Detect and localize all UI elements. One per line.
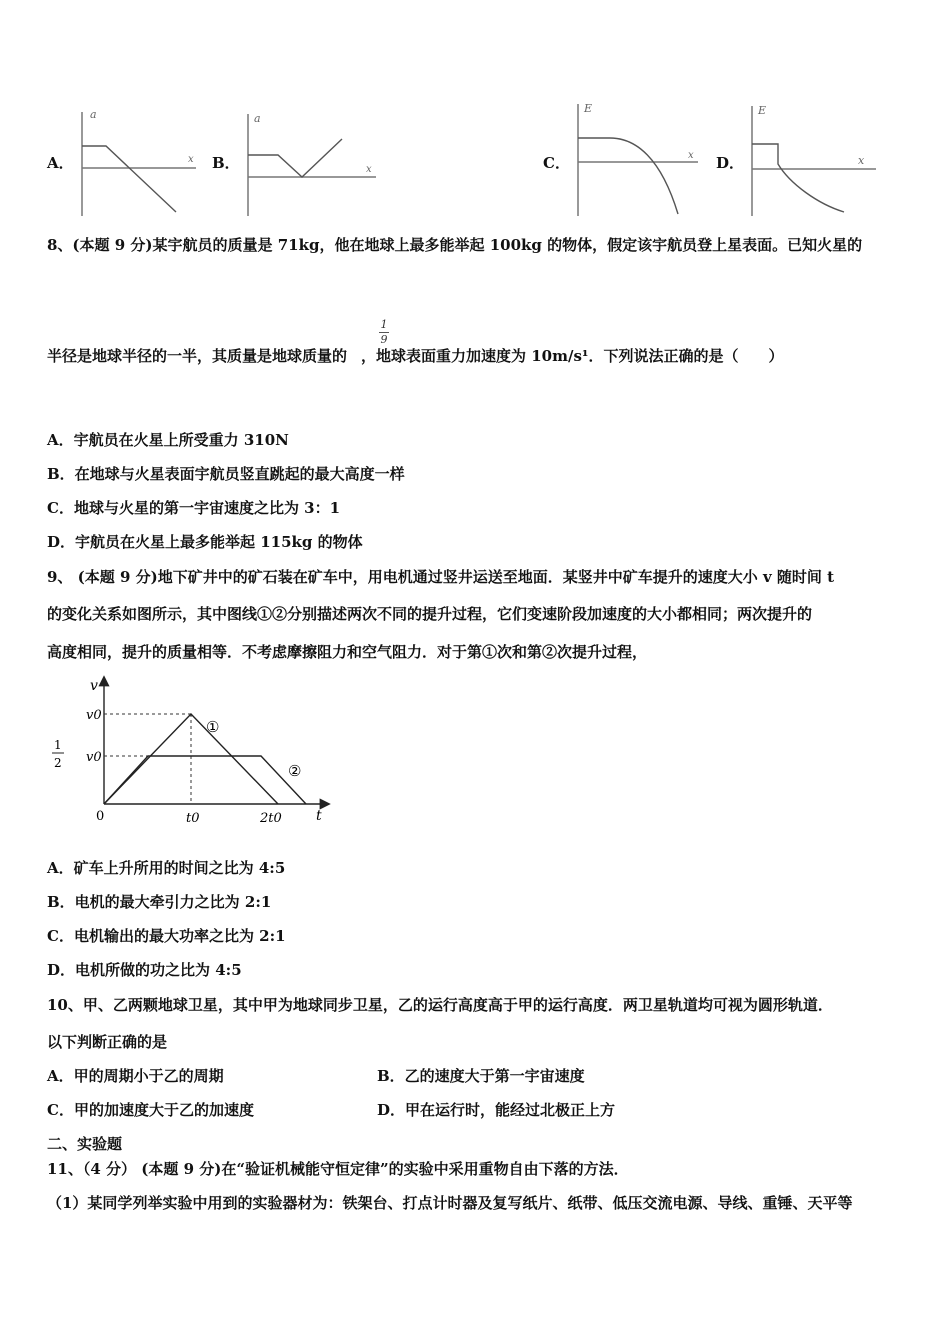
q7-graph-d <box>740 100 880 220</box>
q11-stem-line-1: 11、（4 分） (本题 9 分)在“验证机械能守恒定律”的实验中采用重物自由下落的方法． <box>47 1160 629 1178</box>
q10-option-c: C．甲的加速度大于乙的加速度 <box>47 1101 254 1119</box>
q7-graph-d-x-label: x <box>858 154 865 167</box>
q7-graph-b-x-label: x <box>366 164 372 175</box>
q8-option-c: C．地球与火星的第一宇宙速度之比为 3：1 <box>47 499 341 517</box>
q9-stem-line-1: 9、 (本题 9 分)地下矿井中的矿石装在矿车中，用电机通过竖井运送至地面．某竖井中矿车提升的速度大小 v 随时间 t <box>47 568 835 586</box>
q9-graph-curve-2-label: ② <box>288 762 302 780</box>
q7-graph-a <box>70 102 210 220</box>
q8-stem-line-2-pre: 半径是地球半径的一半，其质量是地球质量的 <box>47 347 348 365</box>
q9-graph-2t0-label: 2t0 <box>260 811 282 826</box>
q7-graph-b-axis-label: a <box>254 112 261 125</box>
q9-graph-v-axis-label: v <box>90 678 98 694</box>
q11-stem-line-2: （1）某同学列举实验中用到的实验器材为：铁架台、打点计时器及复写纸片、纸带、低压交流电源、导线、重锤、天平等 <box>47 1194 853 1212</box>
q9-graph-curve-1-label: ① <box>206 718 220 736</box>
q8-fraction-numerator: 1 <box>380 318 388 331</box>
q7-graph-b <box>236 108 381 220</box>
q7-option-c-label: C． <box>543 154 570 172</box>
q7-graph-c-x-label: x <box>688 150 694 161</box>
q7-graph-a-x-label: x <box>188 154 194 165</box>
q8-option-d: D．宇航员在火星上最多能举起 115kg 的物体 <box>47 533 363 551</box>
q7-graph-c-axis-label: E <box>584 102 593 115</box>
q9-option-b: B．电机的最大牵引力之比为 2:1 <box>47 893 272 911</box>
q7-option-d-label: D． <box>716 154 745 172</box>
q8-stem-line-2 <box>47 346 783 366</box>
q10-stem-line-1: 10、甲、乙两颗地球卫星，其中甲为地球同步卫星，乙的运行高度高于甲的运行高度．两卫星轨道均可视为圆形轨道． <box>47 996 833 1014</box>
q10-option-b: B．乙的速度大于第一宇宙速度 <box>377 1067 585 1085</box>
q7-graph-d-axis-label: E <box>758 104 767 117</box>
section-heading-experiments: 二、实验题 <box>47 1135 123 1153</box>
q9-option-c: C．电机输出的最大功率之比为 2:1 <box>47 927 286 945</box>
q10-stem-line-2: 以下判断正确的是 <box>47 1033 168 1051</box>
q7-graph-c <box>566 98 706 220</box>
q9-stem-line-2: 的变化关系如图所示，其中图线①②分别描述两次不同的提升过程，它们变速阶段加速度的大小都相同；两次提升的 <box>47 605 813 623</box>
q7-option-a-label: A． <box>47 154 74 172</box>
q9-option-a: A．矿车上升所用的时间之比为 4:5 <box>47 859 286 877</box>
q9-stem-line-3: 高度相同，提升的质量相等．不考虑摩擦阻力和空气阻力．对于第①次和第②次提升过程， <box>47 643 648 661</box>
q10-option-d: D．甲在运行时，能经过北极正上方 <box>377 1101 616 1119</box>
q7-option-b-label: B． <box>212 154 240 172</box>
q9-graph-origin-label: 0 <box>96 809 105 824</box>
q9-graph-half-v0-label: v0 <box>86 750 102 765</box>
q10-option-a: A．甲的周期小于乙的周期 <box>47 1067 224 1085</box>
q8-stem-line-1: 8、(本题 9 分)某宇航员的质量是 71kg，他在地球上最多能举起 100kg 的物体，假定该宇航员登上星表面。已知火星的 <box>47 236 863 254</box>
q8-option-b: B．在地球与火星表面宇航员竖直跳起的最大高度一样 <box>47 465 405 483</box>
q9-option-d: D．电机所做的功之比为 4:5 <box>47 961 242 979</box>
q9-graph-t0-label: t0 <box>186 811 200 826</box>
q8-fraction-denominator: 9 <box>380 333 388 346</box>
q7-graph-a-axis-label: a <box>90 108 97 121</box>
q9-graph-t-axis-label: t <box>316 808 322 824</box>
q9-velocity-time-graph <box>46 672 346 834</box>
q9-graph-half-numerator: 1 <box>54 738 62 752</box>
q8-option-a: A．宇航员在火星上所受重力 310N <box>47 431 289 449</box>
q9-graph-v0-label: v0 <box>86 708 102 723</box>
q9-graph-half-denominator: 2 <box>54 756 62 770</box>
q8-stem-line-2-post: ，地球表面重力加速度为 10m/s¹．下列说法正确的是（ ） <box>361 347 784 365</box>
